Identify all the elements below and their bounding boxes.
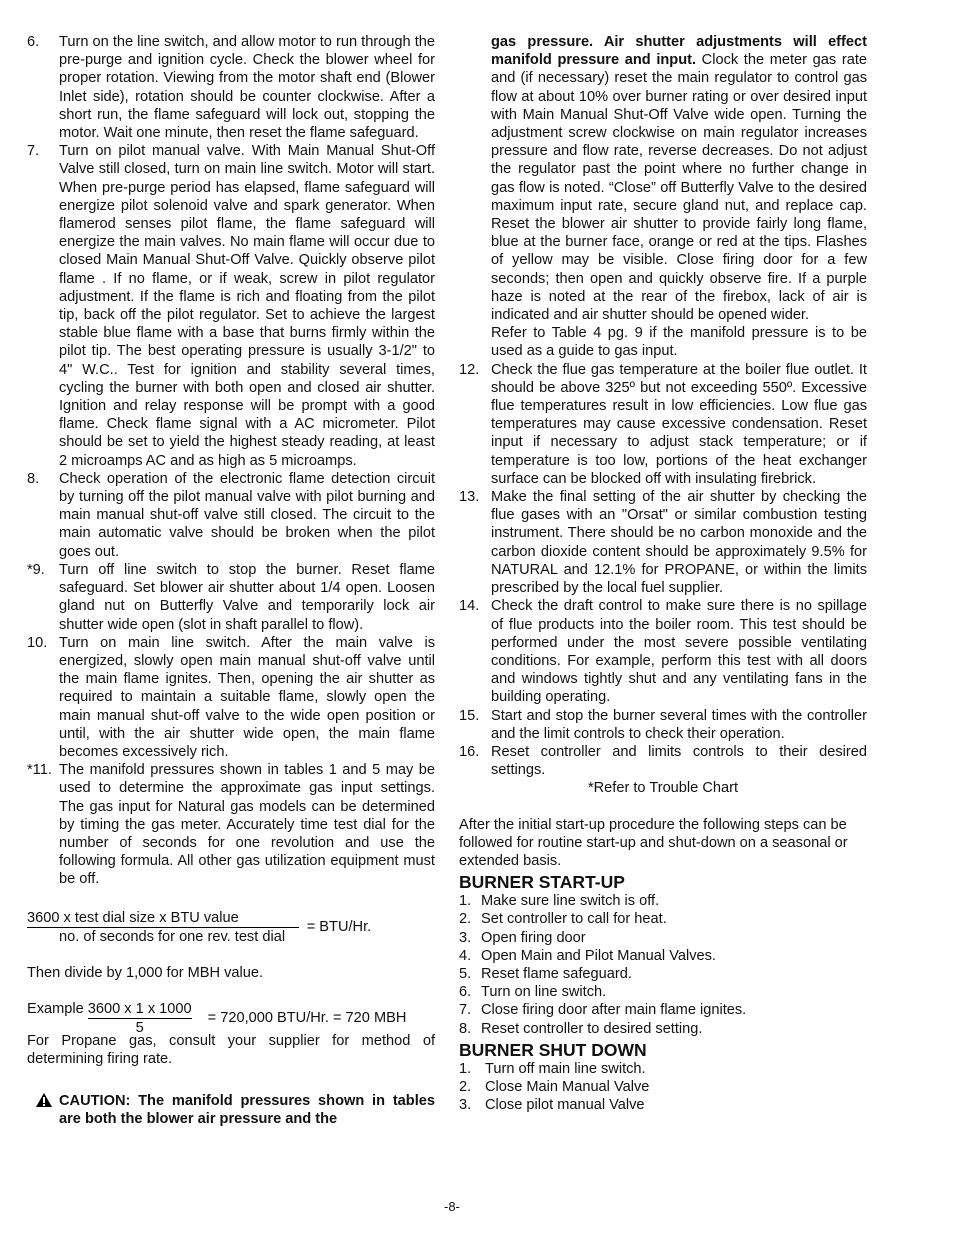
list-item: 13. Make the final setting of the air shutter by checking the flue gases with an "Orsat" or similar combustion testing instrument. There should be no carbon monoxide and the carbon dioxide content should be approximately 9.5% for NATURAL and 12.1% for PROPANE, or within the limits prescribed by the local fuel supplier. (459, 489, 867, 597)
list-item: 10. Turn on main line switch. After the main valve is energized, slowly open main manual shut-off valve until the main flame ignites. Then, opening the air shutter as required to maintain a suitable flame, slowly open the main manual shut-off valve to the wide open position or until, with the air shutter wide open, the main flame becomes excessively rich. (27, 634, 435, 760)
list-item: *11. The manifold pressures shown in tables 1 and 5 may be used to determine the approximate gas input settings. The gas input for Natural gas models can be determined by timing the gas meter. Accurately time test dial for the number of seconds for one revolution and use the following formula. All other gas utilization equipment must be off. (27, 762, 435, 888)
right-column (459, 33, 867, 1114)
list-item: *9. Turn off line switch to stop the burner. Reset flame safeguard. Set blower air shutter about 1/4 open. Loosen gland nut on Butterfly Valve and temporarily lock air shutter wide open (slot in shaft parallel to flow). (27, 561, 435, 633)
list-item: 7. Close firing door after main flame ignites. (459, 1002, 747, 1019)
startup-steps (459, 892, 867, 1038)
page-number: -8- (444, 1199, 460, 1214)
mbh-note: Then divide by 1,000 for MBH value. (27, 964, 264, 981)
list-item: 3. Open firing door (459, 929, 586, 946)
routine-intro: After the initial start-up procedure the following steps can be followed for routine start-up and shut-down on a seasonal or extended basis. (459, 816, 848, 869)
shutdown-heading: BURNER SHUT DOWN (459, 1039, 647, 1060)
list-item: 2. Set controller to call for heat. (459, 911, 667, 928)
formula-result: = BTU/Hr. (306, 919, 372, 936)
list-item: 15. Start and stop the burner several times with the controller and the limit controls to check their operation. (459, 707, 867, 742)
list-item: 8. Reset controller to desired setting. (459, 1020, 703, 1037)
caution-notice: CAUTION: The manifold pressures shown in tables are both the blower air pressure and the (27, 1092, 435, 1128)
list-item: 8. Check operation of the electronic flame detection circuit by turning off the pilot manual valve with pilot burning and main manual shut-off valve still closed. The circuit to the main automatic valve should be broken when the pilot goes out. (27, 470, 435, 560)
list-item: 2. Close Main Manual Valve (459, 1078, 650, 1095)
list-item: 16. Reset controller and limits controls to their desired settings. (459, 743, 867, 779)
list-item: 12. Check the flue gas temperature at the boiler flue outlet. It should be above 325º but not exceeding 550º. Excessive flue temperatures result in low efficiencies. Low flue gas temperatures may cause excessive condensation. Reset input if necessary to adjust stack temperature; or if temperature is too low, portions of the heat exchanger surface can be blocked off with insulating firebrick. (459, 361, 867, 487)
example-result: = 720,000 BTU/Hr. = 720 MBH (207, 1010, 407, 1027)
list-item: 1. Turn off main line switch. (459, 1060, 646, 1077)
startup-heading: BURNER START-UP (459, 872, 625, 893)
refer-note: Refer to Table 4 pg. 9 if the manifold pressure is to be used as a guide to gas input. (491, 325, 867, 360)
propane-note: For Propane gas, consult your supplier for method of determining firing rate. (27, 1032, 435, 1067)
list-item: 3. Close pilot manual Valve (459, 1097, 645, 1114)
list-item: 1. Make sure line switch is off. (459, 893, 660, 910)
shutdown-steps (459, 1060, 867, 1115)
list-item: 7. Turn on pilot manual valve. With Main Manual Shut-Off Valve still closed, turn on main line switch. Motor will start. When pre-purge period has elapsed, flame safeguard will energize pilot solenoid valve and spark generator. When flamerod senses pilot flame, the flame safeguard will energize the main valves. No main flame will occur due to closed Main Manual Shut-Off Valve. Quickly observe pilot flame . If no flame, or if weak, screw in pilot regulator adjustment. If the flame is rich and floating from the pilot tip, back off the pilot regulator. Set to achieve the largest stable blue flame with a base that burns firmly within the pilot tip. The best operating pressure is usually 3-1/2" to 4" W.C.. Test for ignition and stability several times, cycling the burner with both open and closed air shutter. Ignition and relay response will be prompt with a good flame. Check flame signal with a AC micrometer. Pilot should be set to yield the highest steady reading, at least 2 microamps AC and as high as 5 microamps. (27, 143, 435, 469)
list-item: 6. Turn on the line switch, and allow motor to run through the pre-purge and ignition cycle. Check the blower wheel for proper rotation. Viewing from the motor shaft end (Blower Inlet side), rotation should be counter clockwise. After a short run, the flame safeguard will lock out, stopping the motor. Wait one minute, then reset the flame safeguard. (27, 34, 435, 142)
example-numerator: 3600 x 1 x 1000 (88, 1000, 192, 1019)
left-column (27, 33, 435, 1128)
list-item: 5. Reset flame safeguard. (459, 965, 632, 982)
list-item: 14. Check the draft control to make sure there is no spillage of flue products into the boiler room. This test should be performed under the most severe possible ventilating conditions. For example, perform this test with all doors and windows tightly shut and any ventilating fans in the building operating. (459, 598, 867, 706)
list-item: 4. Open Main and Pilot Manual Valves. (459, 947, 716, 964)
formula-denominator: no. of seconds for one rev. test dial (59, 928, 286, 945)
formula-numerator: 3600 x test dial size x BTU value (27, 909, 299, 928)
btu-formula (27, 909, 435, 946)
warning-icon (27, 1092, 59, 1128)
list-item: 6. Turn on line switch. (459, 984, 607, 1001)
example-label: Example (27, 1001, 84, 1018)
continuation-paragraph: gas pressure. Air shutter adjustments will effect manifold pressure and input. Clock the meter gas rate and (if necessary) reset the main regulator to control gas flow at about 10% over burner rating or over desired input with Main Manual Shut-Off Valve wide open. Turning the adjustment screw clockwise on main regulator increases pressure and flow rate, reverse decreases. Do not adjust the regulator past the point where no further change in gas flow is noted. “Close” off Butterfly Valve to the desired maximum input rate, secure gland nut, and replace cap. Reset the blower air shutter to provide fairly long flame, blue at the burner face, orange or red at the tips. Flashes of yellow may be visible. Close firing door for a few seconds; then open and quickly observe fire. If a purple haze is noted at the rear of the firebox, lack of air is indicated and air shutter should be opened wider. (491, 34, 867, 324)
trouble-chart-ref: *Refer to Trouble Chart (587, 780, 739, 797)
example-denominator: 5 (135, 1020, 144, 1037)
